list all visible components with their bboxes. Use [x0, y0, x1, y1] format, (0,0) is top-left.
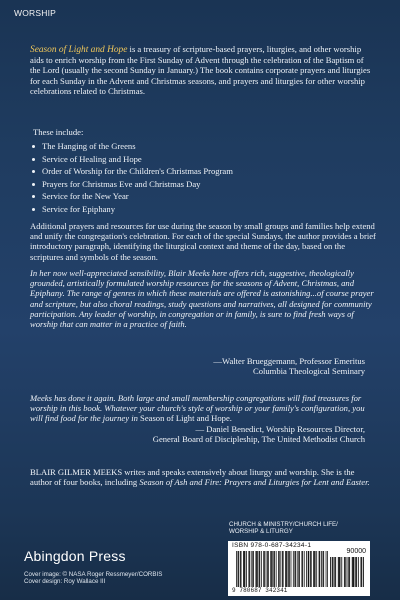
barcode-bar — [297, 551, 298, 587]
barcode-bar — [299, 551, 300, 587]
barcode-bar — [309, 551, 310, 587]
barcode-bar — [251, 551, 252, 587]
barcode-bar — [280, 551, 281, 587]
barcode-bar — [267, 551, 268, 587]
credit-line: Cover design: Roy Wallace III — [24, 578, 106, 586]
barcode-bar — [270, 551, 271, 587]
barcode-bar — [344, 557, 345, 587]
barcode-bar — [354, 557, 355, 587]
barcode-bar — [347, 557, 348, 587]
barcode-bar — [273, 551, 274, 587]
barcode-graphic — [236, 551, 328, 587]
barcode-bar — [314, 551, 315, 587]
barcode-bar — [315, 551, 316, 587]
barcode-bar — [316, 551, 317, 587]
barcode-panel — [228, 541, 370, 596]
barcode-bar — [264, 551, 265, 587]
barcode-bar — [263, 551, 264, 587]
barcode-bar — [279, 551, 280, 587]
barcode-bar — [355, 557, 356, 587]
endorsement-quote-brueggemann: In her now well-appreciated sensibility, Blair Meeks here offers rich, suggestive, theologically grounded, artistically formulated worship resources for the seasons of Advent, Christmas, and Epiphany. The range of genres in which these materials are offered is astonishing...of course prayer and scripture, but also choral readings, study questions and narratives, all designed for community participation. Any leader of worship, in congregation or in family, is sure to find fresh ways of worship that can matter in a practice of faith. — [30, 268, 374, 330]
barcode-bar — [308, 551, 309, 587]
barcode-bar — [271, 551, 272, 587]
barcode-bar — [345, 557, 346, 587]
barcode-bar — [310, 551, 311, 587]
endorsement-quote-benedict — [30, 393, 376, 424]
includes-list — [30, 140, 360, 216]
bisac-line: WORSHIP & LITURGY — [229, 528, 293, 536]
barcode-bar — [330, 557, 331, 587]
barcode-digits: 9 780687 342341 — [232, 587, 288, 594]
barcode-bar — [282, 551, 283, 587]
barcode-bar — [248, 551, 249, 587]
attribution-name: — Daniel Benedict, Worship Resources Director, — [195, 424, 365, 434]
quote-text: Meeks has done it again. Both large and small membership congregations will find treasures for worship in this book. Whatever your church's style of worship or your family's configuration, you will find food for the journey in — [30, 393, 365, 424]
barcode-bar — [276, 551, 277, 587]
barcode-bar — [238, 551, 239, 587]
barcode-bar — [298, 551, 299, 587]
barcode-bar — [341, 557, 342, 587]
barcode-bar — [333, 557, 334, 587]
barcode-bar — [243, 551, 244, 587]
barcode-bar — [319, 551, 320, 587]
endorsement-attribution-brueggemann — [213, 356, 365, 376]
barcode-bar — [304, 551, 305, 587]
barcode-bar — [321, 551, 322, 587]
barcode-bar — [266, 551, 267, 587]
list-item: The Hanging of the Greens — [30, 140, 360, 153]
barcode-bar — [311, 551, 312, 587]
barcode-bar — [358, 557, 359, 587]
barcode-bar — [323, 551, 324, 587]
barcode-bar — [301, 551, 302, 587]
barcode-bar — [257, 551, 258, 587]
barcode-bar — [241, 551, 242, 587]
bisac-category — [229, 521, 338, 535]
barcode-bar — [319, 551, 320, 587]
barcode-bar — [252, 551, 253, 587]
list-item: Service for the New Year — [30, 190, 360, 203]
intro-body: is a treasury of scripture-based prayers, liturgies, and other worship aids to enrich worship from the First Sunday of Advent through the celebration of the Baptism of the Lord (usually the second Sunday in January.) The book contains corporate prayers and liturgies for each Sunday in the Advent and Christmas seasons, and prayers and liturgies for other worship celebrations related to Christmas. — [30, 44, 371, 96]
barcode-bar — [323, 551, 324, 587]
barcode-bar — [255, 551, 256, 587]
barcode-bar — [272, 551, 273, 587]
attribution-org: Columbia Theological Seminary — [252, 366, 365, 377]
barcode-addon-graphic — [330, 557, 364, 587]
intro-paragraph — [30, 44, 376, 96]
barcode-bar — [326, 551, 327, 587]
barcode-bar — [302, 551, 303, 587]
barcode-bar — [245, 551, 246, 587]
barcode-bar — [283, 551, 284, 587]
barcode-bar — [244, 551, 245, 587]
barcode-bar — [291, 551, 292, 587]
barcode-bar — [261, 551, 262, 587]
barcode-bar — [286, 551, 287, 587]
barcode-bar — [340, 557, 341, 587]
barcode-bar — [285, 551, 286, 587]
barcode-bar — [338, 557, 339, 587]
bio-text: BLAIR GILMER MEEKS writes and speaks extensively about liturgy and worship. She is the author of four books, including — [30, 467, 355, 488]
barcode-bar — [335, 557, 336, 587]
barcode-bar — [295, 551, 296, 587]
attribution-org: General Board of Discipleship, The United Methodist Church — [152, 434, 365, 445]
barcode-bar — [238, 551, 239, 587]
barcode-bar — [259, 551, 260, 587]
additional-paragraph: Additional prayers and resources for use during the season by small groups and families help extend and unify the congregation's celebration. For each of the special Sundays, the author provides a brief introductory paragraph, identifying the liturgical context and theme of the day, based on the scriptures and symbols of the season. — [30, 221, 376, 262]
intro-book-title: Season of Light and Hope — [30, 45, 128, 55]
barcode-bar — [332, 557, 333, 587]
barcode-bar — [278, 551, 279, 587]
endorsement-attribution-benedict — [153, 424, 365, 444]
author-bio — [30, 467, 376, 487]
bio-other-book: Season of Ash and Fire: Prayers and Liturgies for Lent and Easter. — [139, 477, 370, 488]
barcode-bar — [363, 557, 364, 587]
barcode-bar — [339, 557, 340, 587]
quote-book-title: Season of Light and Hope. — [140, 413, 232, 424]
list-item: Prayers for Christmas Eve and Christmas Day — [30, 178, 360, 191]
barcode-bar — [259, 551, 260, 587]
price-code: 90000 — [346, 548, 366, 555]
category-label: WORSHIP — [14, 8, 57, 18]
barcode-bar — [288, 551, 289, 587]
barcode-bar — [249, 551, 250, 587]
barcode-bar — [327, 551, 328, 587]
barcode-bar — [256, 551, 257, 587]
barcode-bar — [306, 551, 307, 587]
barcode-bar — [356, 557, 357, 587]
barcode-bar — [289, 551, 290, 587]
list-item: Service for Epiphany — [30, 203, 360, 216]
isbn-text: ISBN 978-0-687-34234-1 — [232, 542, 312, 549]
barcode-bar — [236, 551, 237, 587]
barcode-bar — [361, 557, 362, 587]
list-item: Order of Worship for the Children's Christmas Program — [30, 165, 360, 178]
barcode-bar — [352, 557, 353, 587]
barcode-bar — [268, 551, 269, 587]
barcode-bar — [293, 551, 294, 587]
bisac-line: CHURCH & MINISTRY/CHURCH LIFE/ — [229, 521, 338, 528]
cover-credits — [24, 571, 162, 586]
includes-label: These include: — [33, 127, 84, 137]
attribution-name: —Walter Brueggemann, Professor Emeritus — [213, 356, 365, 366]
barcode-bar — [313, 551, 314, 587]
barcode-bar — [361, 557, 362, 587]
barcode-bar — [348, 557, 349, 587]
barcode-bar — [353, 557, 354, 587]
credit-line: Cover image: © NASA Roger Ressmeyer/CORBIS — [24, 571, 163, 578]
barcode-bar — [287, 551, 288, 587]
barcode-bar — [274, 551, 275, 587]
barcode-bar — [294, 551, 295, 587]
barcode-bar — [349, 557, 350, 587]
barcode-bar — [253, 551, 254, 587]
barcode-bar — [246, 551, 247, 587]
barcode-bar — [240, 551, 241, 587]
list-item: Service of Healing and Hope — [30, 153, 360, 166]
barcode-bar — [334, 557, 335, 587]
publisher-logo: Abingdon Press — [24, 548, 126, 564]
